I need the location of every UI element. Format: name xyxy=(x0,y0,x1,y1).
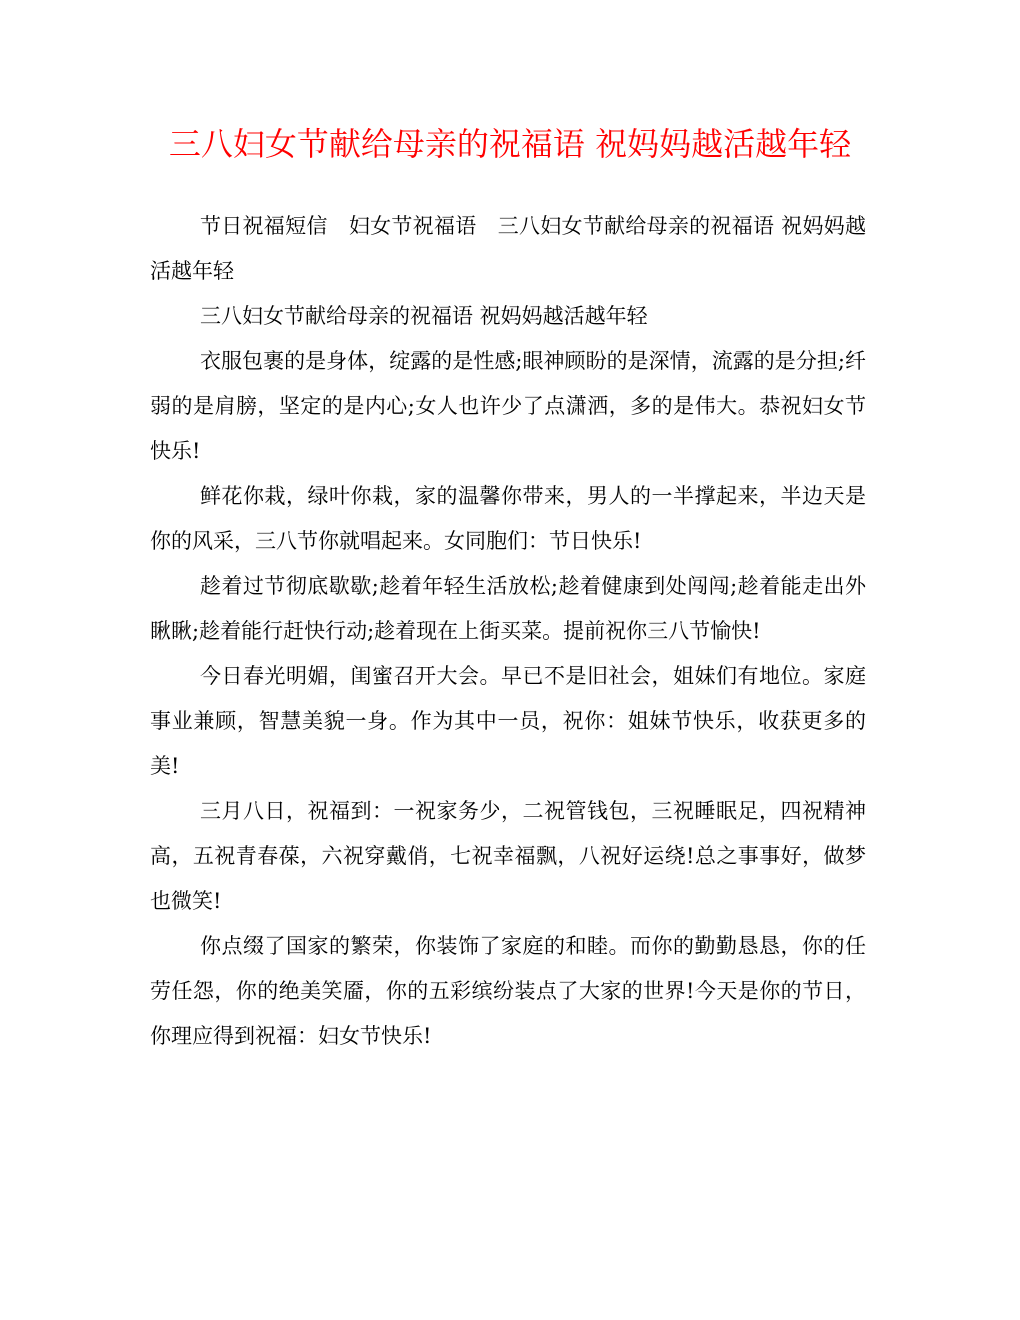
paragraph-blessing-4: 今日春光明媚，闺蜜召开大会。早已不是旧社会，姐妹们有地位。家庭事业兼顾，智慧美貌一身。作为其中一员，祝你：姐妹节快乐，收获更多的美! xyxy=(150,664,866,778)
paragraph-blessing-2: 鲜花你栽，绿叶你栽，家的温馨你带来，男人的一半撑起来，半边天是你的风采，三八节你就唱起来。女同胞们：节日快乐! xyxy=(150,484,866,553)
paragraph-subtitle: 三八妇女节献给母亲的祝福语 祝妈妈越活越年轻 xyxy=(200,304,648,328)
document-title: 三八妇女节献给母亲的祝福语 祝妈妈越活越年轻 xyxy=(168,125,852,163)
paragraph-blessing-5: 三月八日，祝福到：一祝家务少，二祝管钱包，三祝睡眠足，四祝精神高，五祝青春葆，六祝穿戴俏，七祝幸福飘，八祝好运绕!总之事事好，做梦也微笑! xyxy=(150,799,866,913)
paragraph-blessing-3: 趁着过节彻底歇歇;趁着年轻生活放松;趁着健康到处闯闯;趁着能走出外瞅瞅;趁着能行赶快行动;趁着现在上街买菜。提前祝你三八节愉快! xyxy=(150,574,866,643)
paragraph-blessing-1: 衣服包裹的是身体，绽露的是性感;眼神顾盼的是深情，流露的是分担;纤弱的是肩膀，坚定的是内心;女人也许少了点潇洒，多的是伟大。恭祝妇女节快乐! xyxy=(150,349,866,463)
paragraph-blessing-6: 你点缀了国家的繁荣，你装饰了家庭的和睦。而你的勤勤恳恳，你的任劳任怨，你的绝美笑靥，你的五彩缤纷装点了大家的世界!今天是你的节日，你理应得到祝福：妇女节快乐! xyxy=(150,934,866,1048)
paragraph-tags: 节日祝福短信 妇女节祝福语 三八妇女节献给母亲的祝福语 祝妈妈越活越年轻 xyxy=(150,214,866,283)
document-body xyxy=(150,204,866,1059)
